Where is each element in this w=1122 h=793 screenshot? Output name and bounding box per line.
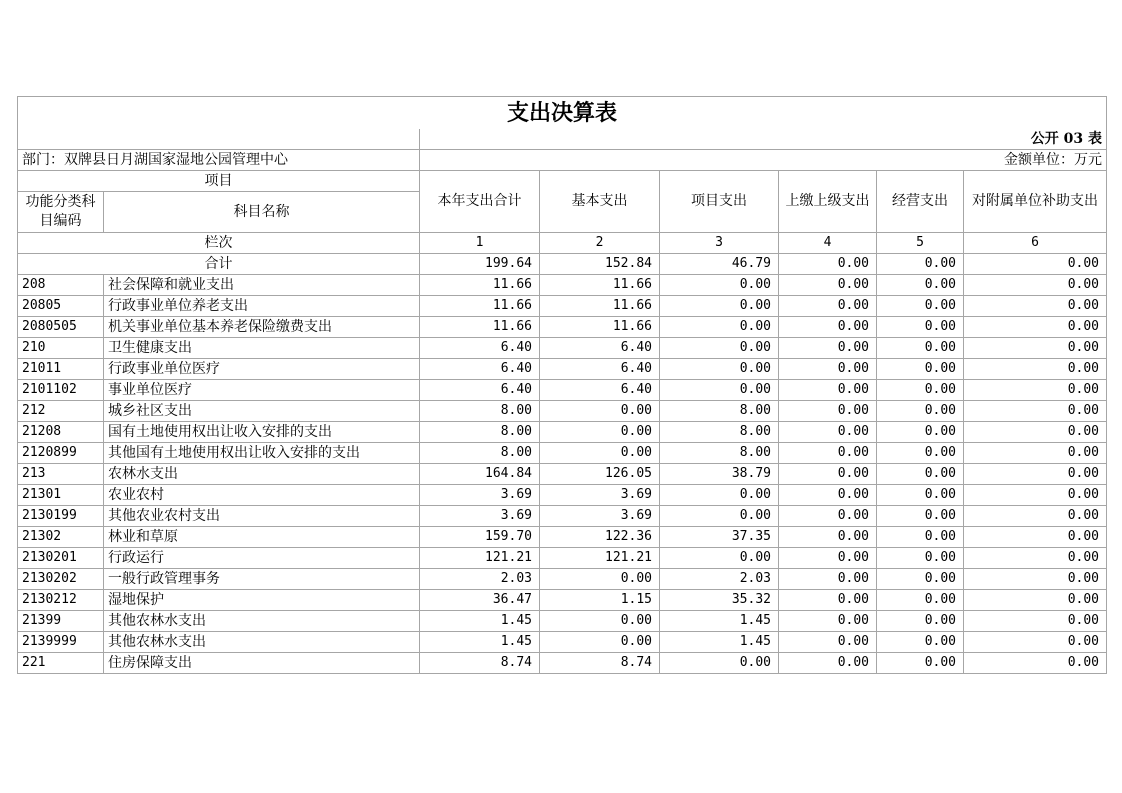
total-label: 合计 [18,254,420,275]
row-value: 0.00 [877,506,964,527]
row-value: 11.66 [420,275,540,296]
row-value: 0.00 [964,653,1107,674]
row-value: 0.00 [964,590,1107,611]
row-name: 其他国有土地使用权出让收入安排的支出 [104,443,420,464]
row-value: 0.00 [964,275,1107,296]
row-name: 一般行政管理事务 [104,569,420,590]
table-row [18,548,1107,569]
column-index: 3 [660,233,779,254]
row-value: 164.84 [420,464,540,485]
row-value: 0.00 [660,506,779,527]
row-value: 0.00 [877,338,964,359]
row-value: 0.00 [877,485,964,506]
row-value: 8.00 [420,401,540,422]
row-value: 0.00 [779,359,877,380]
page-title: 支出决算表 [18,97,1107,130]
row-value: 0.00 [660,275,779,296]
table-row [18,338,1107,359]
row-value: 0.00 [964,401,1107,422]
row-value: 0.00 [540,632,660,653]
row-code: 2101102 [18,380,104,401]
row-value: 0.00 [877,380,964,401]
row-code: 208 [18,275,104,296]
row-name: 行政事业单位医疗 [104,359,420,380]
row-value: 11.66 [420,296,540,317]
row-value: 0.00 [964,443,1107,464]
row-value: 0.00 [877,443,964,464]
row-value: 3.69 [540,485,660,506]
unit-label: 金额单位：万元 [420,150,1107,171]
row-value: 3.69 [420,506,540,527]
row-value: 159.70 [420,527,540,548]
row-value: 6.40 [540,359,660,380]
row-value: 0.00 [779,569,877,590]
row-value: 1.45 [660,632,779,653]
row-value: 0.00 [660,338,779,359]
row-value: 0.00 [779,464,877,485]
row-value: 0.00 [540,422,660,443]
row-value: 0.00 [779,485,877,506]
column-index: 6 [964,233,1107,254]
row-code: 2130199 [18,506,104,527]
total-value: 0.00 [779,254,877,275]
row-code: 21301 [18,485,104,506]
row-value: 0.00 [877,275,964,296]
row-value: 0.00 [660,296,779,317]
row-code: 221 [18,653,104,674]
row-value: 1.45 [420,611,540,632]
row-value: 0.00 [660,485,779,506]
row-code: 2080505 [18,317,104,338]
row-name: 农林水支出 [104,464,420,485]
row-value: 0.00 [964,464,1107,485]
row-value: 0.00 [779,338,877,359]
header-upper: 上缴上级支出 [779,171,877,233]
row-value: 0.00 [779,401,877,422]
row-value: 0.00 [779,548,877,569]
header-code: 功能分类科目编码 [18,192,104,233]
row-value: 0.00 [877,611,964,632]
column-index-label: 栏次 [18,233,420,254]
row-name: 林业和草原 [104,527,420,548]
header-project: 项目支出 [660,171,779,233]
row-value: 1.45 [660,611,779,632]
row-value: 122.36 [540,527,660,548]
row-value: 121.21 [420,548,540,569]
row-value: 3.69 [420,485,540,506]
row-value: 0.00 [877,590,964,611]
row-value: 11.66 [420,317,540,338]
row-value: 0.00 [779,611,877,632]
table-row [18,317,1107,338]
row-value: 0.00 [660,548,779,569]
row-value: 11.66 [540,275,660,296]
row-value: 6.40 [420,359,540,380]
row-value: 6.40 [540,338,660,359]
row-name: 行政运行 [104,548,420,569]
row-code: 2130202 [18,569,104,590]
row-value: 0.00 [779,275,877,296]
row-value: 0.00 [877,653,964,674]
row-value: 2.03 [660,569,779,590]
row-value: 0.00 [877,632,964,653]
total-value: 0.00 [877,254,964,275]
row-value: 0.00 [779,380,877,401]
table-row [18,590,1107,611]
row-value: 6.40 [420,338,540,359]
form-code: 公开 03 表 [420,129,1107,150]
total-value: 152.84 [540,254,660,275]
header-item: 项目 [18,171,420,192]
department-label: 部门：双牌县日月湖国家湿地公园管理中心 [18,150,420,171]
row-code: 2139999 [18,632,104,653]
expenditure-table [17,96,1107,674]
row-value: 0.00 [660,380,779,401]
row-value: 8.00 [660,422,779,443]
row-value: 0.00 [877,359,964,380]
row-value: 0.00 [877,401,964,422]
row-value: 0.00 [964,317,1107,338]
row-value: 8.74 [540,653,660,674]
row-value: 8.00 [660,443,779,464]
row-value: 0.00 [964,632,1107,653]
row-value: 3.69 [540,506,660,527]
row-value: 0.00 [779,296,877,317]
row-value: 1.15 [540,590,660,611]
row-code: 21399 [18,611,104,632]
header-business: 经营支出 [877,171,964,233]
blank-cell [18,129,420,150]
row-name: 城乡社区支出 [104,401,420,422]
row-value: 0.00 [779,422,877,443]
row-code: 212 [18,401,104,422]
row-code: 21302 [18,527,104,548]
row-value: 0.00 [660,359,779,380]
header-basic: 基本支出 [540,171,660,233]
table-row [18,401,1107,422]
row-value: 0.00 [540,569,660,590]
row-code: 20805 [18,296,104,317]
row-name: 住房保障支出 [104,653,420,674]
row-name: 社会保障和就业支出 [104,275,420,296]
table-row [18,275,1107,296]
row-name: 事业单位医疗 [104,380,420,401]
row-value: 35.32 [660,590,779,611]
table-row [18,443,1107,464]
row-value: 0.00 [964,548,1107,569]
row-value: 1.45 [420,632,540,653]
row-code: 213 [18,464,104,485]
row-name: 卫生健康支出 [104,338,420,359]
row-value: 0.00 [964,485,1107,506]
row-value: 0.00 [540,443,660,464]
row-name: 行政事业单位养老支出 [104,296,420,317]
row-value: 0.00 [964,569,1107,590]
row-value: 6.40 [540,380,660,401]
header-name: 科目名称 [104,192,420,233]
row-name: 农业农村 [104,485,420,506]
table-row [18,632,1107,653]
row-value: 0.00 [964,611,1107,632]
row-value: 6.40 [420,380,540,401]
row-name: 机关事业单位基本养老保险缴费支出 [104,317,420,338]
table-row [18,296,1107,317]
row-value: 0.00 [877,317,964,338]
row-name: 其他农林水支出 [104,611,420,632]
row-value: 0.00 [877,296,964,317]
table-row [18,527,1107,548]
row-value: 11.66 [540,317,660,338]
row-value: 38.79 [660,464,779,485]
row-value: 0.00 [660,317,779,338]
row-code: 21208 [18,422,104,443]
row-code: 2130201 [18,548,104,569]
row-value: 0.00 [964,422,1107,443]
row-value: 2.03 [420,569,540,590]
table-row [18,611,1107,632]
row-value: 0.00 [964,380,1107,401]
row-value: 0.00 [540,401,660,422]
row-name: 国有土地使用权出让收入安排的支出 [104,422,420,443]
row-code: 21011 [18,359,104,380]
row-value: 0.00 [964,296,1107,317]
table-row [18,422,1107,443]
row-value: 0.00 [779,317,877,338]
column-index: 2 [540,233,660,254]
table-row [18,464,1107,485]
row-value: 8.00 [420,443,540,464]
row-value: 0.00 [779,590,877,611]
row-value: 0.00 [779,527,877,548]
table-row [18,653,1107,674]
table-row [18,485,1107,506]
row-value: 0.00 [779,632,877,653]
row-value: 0.00 [964,527,1107,548]
table-row [18,380,1107,401]
row-value: 8.00 [420,422,540,443]
column-index: 5 [877,233,964,254]
column-index: 4 [779,233,877,254]
row-value: 0.00 [877,422,964,443]
row-value: 0.00 [877,464,964,485]
total-value: 0.00 [964,254,1107,275]
total-value: 46.79 [660,254,779,275]
row-value: 0.00 [877,527,964,548]
row-name: 其他农业农村支出 [104,506,420,527]
row-value: 121.21 [540,548,660,569]
row-value: 0.00 [779,506,877,527]
row-value: 0.00 [964,338,1107,359]
row-value: 0.00 [779,653,877,674]
table-row [18,359,1107,380]
row-code: 2130212 [18,590,104,611]
row-value: 8.74 [420,653,540,674]
row-value: 126.05 [540,464,660,485]
row-value: 0.00 [660,653,779,674]
row-value: 0.00 [540,611,660,632]
header-subsidy: 对附属单位补助支出 [964,171,1107,233]
column-index: 1 [420,233,540,254]
table-row [18,506,1107,527]
total-value: 199.64 [420,254,540,275]
row-value: 0.00 [964,359,1107,380]
row-value: 37.35 [660,527,779,548]
row-value: 0.00 [877,548,964,569]
row-value: 36.47 [420,590,540,611]
row-name: 其他农林水支出 [104,632,420,653]
row-code: 210 [18,338,104,359]
table-row [18,569,1107,590]
row-value: 11.66 [540,296,660,317]
header-total: 本年支出合计 [420,171,540,233]
row-code: 2120899 [18,443,104,464]
row-value: 0.00 [877,569,964,590]
row-value: 8.00 [660,401,779,422]
row-value: 0.00 [964,506,1107,527]
row-value: 0.00 [779,443,877,464]
row-name: 湿地保护 [104,590,420,611]
